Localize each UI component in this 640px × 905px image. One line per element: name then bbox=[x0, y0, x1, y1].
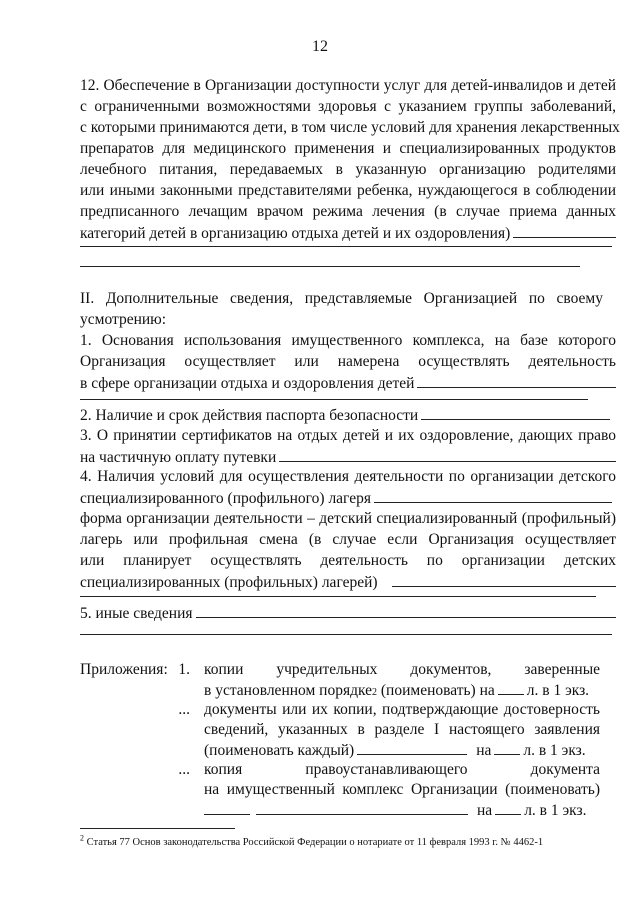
attachment-3-pages-blank[interactable] bbox=[495, 800, 521, 815]
section2-sub3-line2: на частичную оплату путевки bbox=[80, 447, 616, 468]
item12-blank-line[interactable] bbox=[80, 246, 612, 247]
section2-heading: II. Дополнительные сведения, представляемые Организацией по своему bbox=[80, 290, 603, 307]
section2-sub4-form-line: лагерь или профильная смена (в случае если Организация осуществляет bbox=[80, 531, 616, 548]
item12-last-line: категорий детей в организацию отдыха детей и их оздоровления) bbox=[80, 223, 616, 244]
section2-sub1-line: Организация осуществляет или намерена осуществлять деятельность bbox=[80, 353, 616, 370]
attachment-2-pages-blank[interactable] bbox=[494, 740, 520, 755]
attachment-2-line: документы или их копии, подтверждающие достоверность bbox=[204, 701, 600, 718]
sub5-blank[interactable] bbox=[196, 603, 616, 618]
section2-sub1-last: в сфере организации отдыха и оздоровления детей bbox=[80, 373, 616, 394]
page-number: 12 bbox=[312, 38, 328, 55]
item12-blank-line[interactable] bbox=[80, 266, 580, 267]
section2-sub1-line: 1. Основания использования имущественного комплекса, на базе которого bbox=[80, 332, 616, 349]
attachment-1-line2: в установленном порядке 2 (поименовать) на л. в 1 экз. bbox=[204, 682, 590, 699]
section2-sub5: 5. иные сведения bbox=[80, 603, 616, 624]
item12-line: предписанного лечащим врачом режима лечения (в случае приема данных bbox=[80, 203, 616, 220]
sub4-form-blank[interactable] bbox=[392, 572, 616, 587]
item12-line: или иными законными представителями ребенка, нуждающегося в соблюдении bbox=[80, 182, 616, 199]
footnote-number: 2 bbox=[80, 833, 84, 843]
section2-sub3-line: 3. О принятии сертификатов на отдых детей и их оздоровление, дающих право bbox=[80, 427, 616, 444]
item12-line: 12. Обеспечение в Организации доступности услуг для детей-инвалидов и детей bbox=[80, 77, 616, 94]
sub4-blank[interactable] bbox=[374, 488, 612, 503]
attachment-marker: ... bbox=[178, 701, 190, 718]
item12-line: препаратов для медицинского применения и специализированных продуктов bbox=[80, 140, 616, 157]
sub4-blank-line[interactable] bbox=[80, 596, 596, 597]
footnote-separator bbox=[80, 828, 235, 829]
sub1-blank-line[interactable] bbox=[80, 399, 588, 400]
attachment-3-name-blank[interactable] bbox=[256, 800, 468, 815]
section2-sub4-line2: специализированного (профильного) лагеря bbox=[80, 488, 616, 509]
sub5-blank-line[interactable] bbox=[80, 634, 612, 635]
sub1-blank[interactable] bbox=[417, 373, 616, 388]
attachment-2-line3: (поименовать каждый) на л. в 1 экз. bbox=[204, 742, 586, 759]
section2-sub4-form-line: или планирует осуществлять деятельность по организации детских bbox=[80, 552, 616, 569]
item12-blank[interactable] bbox=[513, 223, 616, 238]
attachment-marker: ... bbox=[178, 761, 190, 778]
footnote-text: Статья 77 Основ законодательства Российской Федерации о нотариате от 11 февраля 1993 г. № 4462-1 bbox=[86, 837, 544, 848]
section2-sub4-form-last: специализированных (профильных) лагерей) bbox=[80, 572, 616, 593]
attachment-2-line: сведений, указанных в разделе I настоящего заявления bbox=[204, 721, 600, 738]
attachment-1-line: копии учредительных документов, заверенные bbox=[204, 661, 600, 678]
attachment-marker: 1. bbox=[178, 661, 190, 678]
item12-line: с которыми принимаются дети, в том числе условий для хранения лекарственных bbox=[80, 119, 620, 136]
section2-sub2: 2. Наличие и срок действия паспорта безопасности bbox=[80, 405, 616, 426]
item12-line: лечебного питания, передаваемых в указанную организацию родителями bbox=[80, 161, 616, 178]
attachment-3-line: копия правоустанавливающего документа bbox=[204, 761, 600, 778]
item12-line: с ограниченными возможностями здоровья с указанием группы заболеваний, bbox=[80, 98, 616, 115]
attachment-3-line3: на л. в 1 экз. bbox=[204, 800, 600, 821]
section2-sub4-form-line: форма организации деятельности – детский специализированный (профильный) bbox=[80, 510, 616, 527]
sub3-blank[interactable] bbox=[279, 447, 616, 462]
attachment-2-name-blank[interactable] bbox=[357, 740, 467, 755]
footnote bbox=[80, 833, 544, 850]
attachment-3-name-blank[interactable] bbox=[204, 800, 250, 815]
section2-heading-cont: усмотрению: bbox=[80, 311, 167, 328]
attachments-label: Приложения: bbox=[80, 661, 168, 678]
section2-sub4-line: 4. Наличия условий для осуществления деятельности по организации детского bbox=[80, 468, 616, 485]
sub2-blank[interactable] bbox=[421, 405, 610, 420]
attachment-1-pages-blank[interactable] bbox=[498, 680, 524, 695]
attachment-3-line: на имущественный комплекс Организации (поименовать) bbox=[204, 781, 600, 798]
